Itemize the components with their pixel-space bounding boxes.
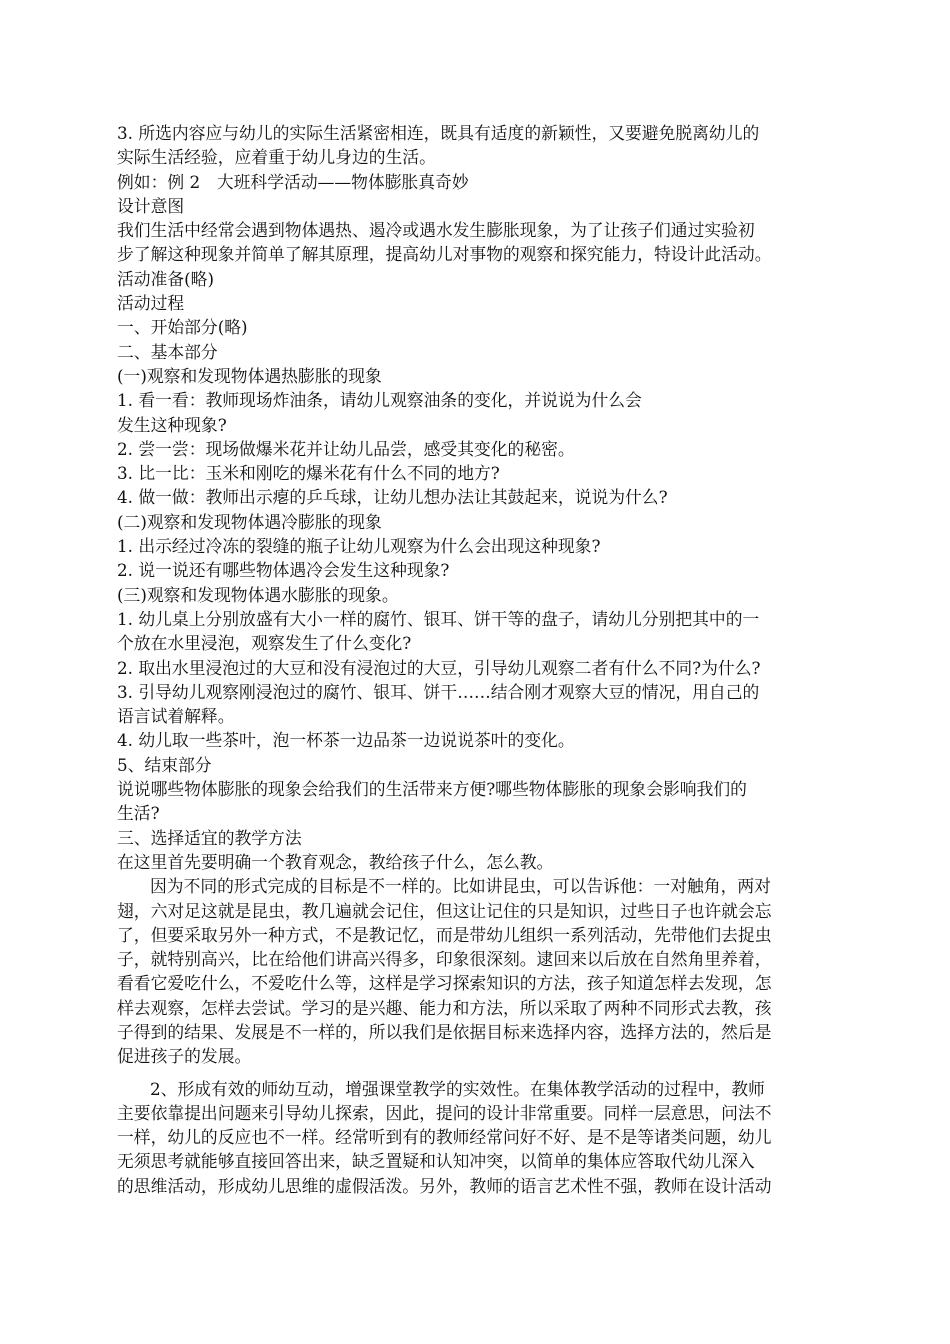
text-line: 步了解这种现象并简单了解其原理，提高幼儿对事物的观察和探究能力，特设计此活动。 [117, 244, 772, 265]
text-line: (二)观察和发现物体遇冷膨胀的现象 [117, 511, 382, 532]
text-line: 的思维活动，形成幼儿思维的虚假活泼。另外，教师的语言艺术性不强，教师在设计活动 [117, 1175, 772, 1196]
text-line: 活动过程 [117, 293, 185, 314]
text-line: 我们生活中经常会遇到物体遇热、遏冷或遇水发生膨胀现象，为了让孩子们通过实验初 [117, 220, 755, 241]
text-line: 活动准备(略) [117, 268, 215, 289]
text-line: (一)观察和发现物体遇热膨胀的现象 [117, 365, 382, 386]
text-line: 个放在水里浸泡，观察发生了什么变化? [117, 633, 412, 654]
text-line: 说说哪些物体膨胀的现象会给我们的生活带来方便?哪些物体膨胀的现象会影响我们的 [117, 779, 747, 800]
text-line: 翅，六对足这就是昆虫，教几遍就会记住，但这让记住的只是知识，过些日子也许就会忘 [117, 900, 772, 921]
text-line: 因为不同的形式完成的目标是不一样的。比如讲昆虫，可以告诉他：一对触角，两对 [150, 876, 771, 897]
text-line: 2. 取出水里浸泡过的大豆和没有浸泡过的大豆，引导幼儿观察二者有什么不同?为什么? [117, 657, 761, 678]
text-line: 2. 说一说还有哪些物体遇冷会发生这种现象? [117, 560, 450, 581]
text-line: 2、形成有效的师幼互动，增强课堂教学的实效性。在集体教学活动的过程中，教师 [150, 1078, 765, 1099]
text-line: 3. 比一比：玉米和刚吃的爆米花有什么不同的地方? [117, 463, 500, 484]
text-line: 语言试着解释。 [117, 706, 235, 727]
text-line: 无须思考就能够直接回答出来，缺乏置疑和认知冲突，以简单的集体应答取代幼儿深入 [117, 1151, 755, 1172]
text-line: 5、结束部分 [117, 754, 212, 775]
text-line: 设计意图 [117, 195, 185, 216]
text-line: 1. 幼儿桌上分别放盛有大小一样的腐竹、银耳、饼干等的盘子，请幼儿分别把其中的一 [117, 608, 760, 629]
text-line: 实际生活经验，应着重于幼儿身边的生活。 [117, 147, 436, 168]
text-line: 1. 出示经过冷冻的裂缝的瓶子让幼儿观察为什么会出现这种现象? [117, 536, 601, 557]
text-line: (三)观察和发现物体遇水膨胀的现象。 [117, 584, 399, 605]
text-line: 3. 引导幼儿观察刚浸泡过的腐竹、银耳、饼干……结合刚才观察大豆的情况，用自己的 [117, 681, 760, 702]
text-line: 发生这种现象? [117, 414, 227, 435]
text-line: 例如：例 2 大班科学活动——物体膨胀真奇妙 [117, 171, 469, 192]
text-line: 子，就特别高兴，比在给他们讲高兴得多，印象很深刻。逮回来以后放在自然角里养着， [117, 949, 772, 970]
text-line: 二、基本部分 [117, 341, 218, 362]
text-line: 促进孩子的发展。 [117, 1046, 252, 1067]
text-line: 主要依靠提出问题来引导幼儿探索，因此，提问的设计非常重要。同样一层意思，问法不 [117, 1102, 772, 1123]
text-line: 子得到的结果、发展是不一样的，所以我们是依据目标来选择内容，选择方法的，然后是 [117, 1021, 772, 1042]
text-line: 样去观察，怎样去尝试。学习的是兴趣、能力和方法，所以采取了两种不同形式去教，孩 [117, 997, 772, 1018]
text-line: 3. 所选内容应与幼儿的实际生活紧密相连，既具有适度的新颖性，又要避免脱离幼儿的 [117, 123, 760, 143]
text-line: 生活? [117, 803, 160, 824]
document-body [117, 121, 847, 1198]
text-line: 一、开始部分(略) [117, 317, 248, 338]
text-line: 一样，幼儿的反应也不一样。经常听到有的教师经常问好不好、是不是等诸类问题，幼儿 [117, 1127, 772, 1148]
text-line: 1. 看一看：教师现场炸油条，请幼儿观察油条的变化，并说说为什么会 [117, 390, 642, 411]
text-line: 三、选择适宜的教学方法 [117, 827, 302, 848]
text-line: 了，但要采取另外一种方式，不是教记忆，而是带幼儿组织一系列活动，先带他们去捉虫 [117, 924, 772, 945]
text-line: 2. 尝一尝：现场做爆米花并让幼儿品尝，感受其变化的秘密。 [117, 438, 575, 459]
text-line: 看看它爱吃什么，不爱吃什么等，这样是学习探索知识的方法，孩子知道怎样去发现，怎 [117, 973, 772, 994]
text-line: 4. 做一做：教师出示瘪的乒乓球，让幼儿想办法让其鼓起来，说说为什么? [117, 487, 668, 508]
text-line: 在这里首先要明确一个教育观念，教给孩子什么，怎么教。 [117, 851, 554, 872]
text-line: 4. 幼儿取一些茶叶，泡一杯茶一边品茶一边说说茶叶的变化。 [117, 730, 575, 751]
